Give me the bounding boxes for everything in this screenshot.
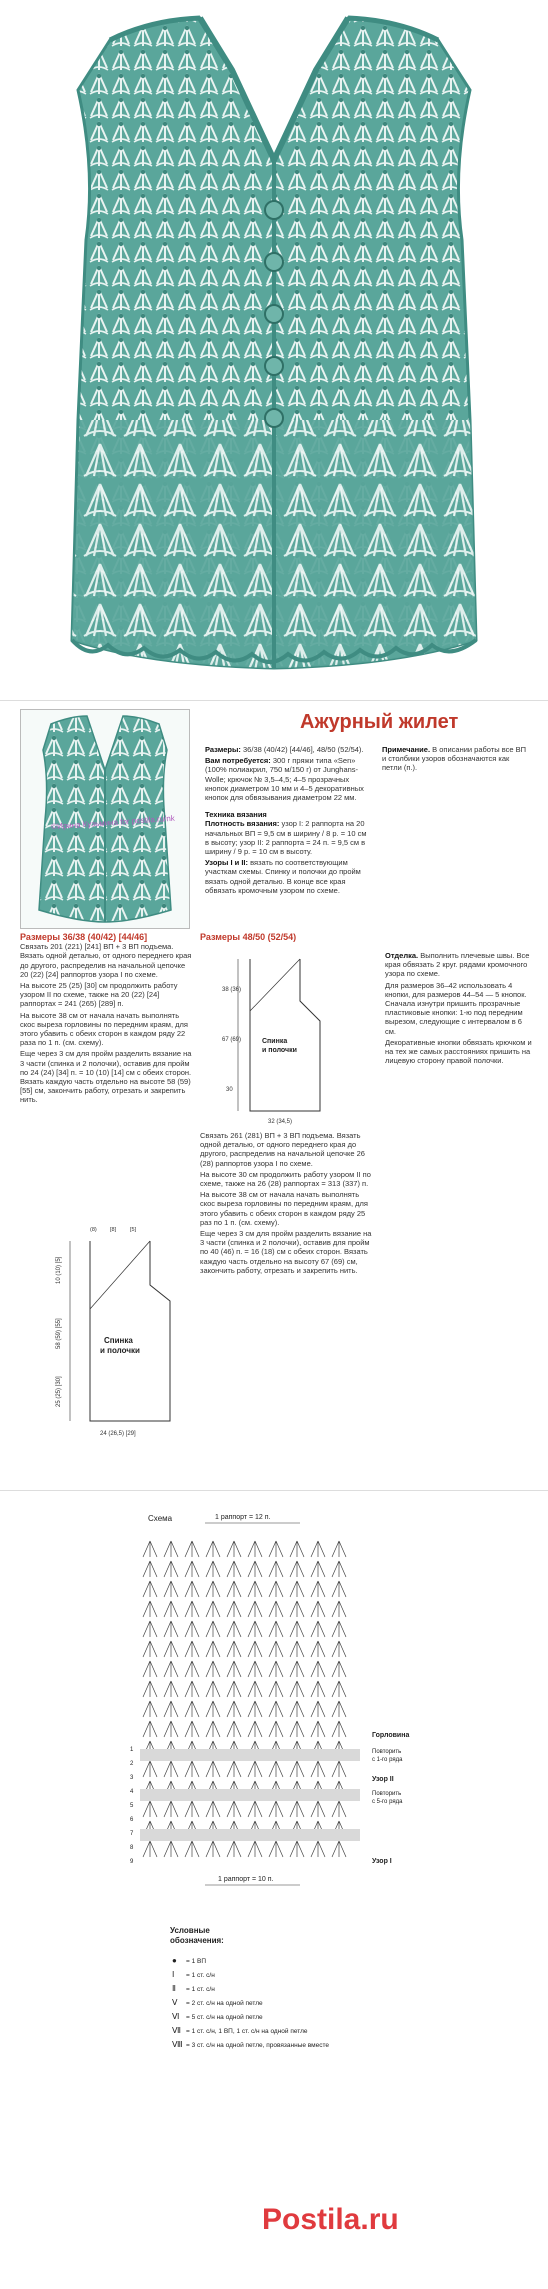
density-text: узор I: 2 раппорта на 20 начальных ВП = 9,5 см в ширину / 8 р. = 10 см в высоту; узор II: 2 раппорта = 24 п. = 9,5 см в ширину / 9 р. = 10 см в высоту. <box>205 819 367 857</box>
size-48-block <box>200 1131 375 1275</box>
chart-stitch <box>311 1721 325 1737</box>
chart-stitch <box>185 1661 199 1677</box>
chart-label-neck: Горловина <box>372 1732 410 1739</box>
schema-small-side-2: 67 (69) <box>222 1037 242 1043</box>
chart-stitch <box>164 1841 178 1857</box>
chart-stitch <box>248 1761 262 1777</box>
chart-stitch <box>311 1701 325 1717</box>
chart-stitch <box>311 1661 325 1677</box>
chart-stitch <box>185 1601 199 1617</box>
size-48-header <box>200 933 380 942</box>
chart-stitch <box>290 1581 304 1597</box>
chart-stitch <box>269 1681 283 1697</box>
chart-stitch <box>164 1621 178 1637</box>
size-48-p1: Связать 261 (281) ВП + 3 ВП подъема. Вязать одной деталью, от одного переднего края до другого, распределив на начальной цепочке 26 (28) раппортов узора I по схеме. <box>200 1131 365 1168</box>
schema-large-bottom: 24 (26,5) [29] <box>100 1431 136 1437</box>
chart-row-number: 6 <box>130 1817 134 1823</box>
chart-stitch <box>248 1701 262 1717</box>
svg-text:(8): (8) <box>90 1227 97 1233</box>
legend-symbol: Ⅶ <box>172 2026 181 2035</box>
density-label: Плотность вязания: <box>205 819 280 829</box>
chart-stitch <box>332 1541 346 1557</box>
chart-stitch <box>248 1541 262 1557</box>
legend-text: = 5 ст. с/н на одной петле <box>186 2014 263 2021</box>
chart-stitch <box>332 1801 346 1817</box>
finishing-p2: Для размеров 36–42 использовать 4 кнопки, для размеров 44–54 — 5 кнопок. Сначала изнутри пришить прозрачные пластиковые кнопки: 1-ю под передним вырезом, следующие с интервалом в 6 см. <box>385 980 527 1036</box>
chart-title: Схема <box>148 1514 173 1523</box>
chart-stitch <box>332 1621 346 1637</box>
chart-stitch <box>143 1541 157 1557</box>
chart-stitch <box>311 1641 325 1657</box>
chart-stitch <box>290 1701 304 1717</box>
schema-small-side-1: 38 (36) <box>222 987 242 993</box>
chart-stitch <box>332 1601 346 1617</box>
legend-list <box>172 1956 329 2049</box>
chart-stitch <box>332 1681 346 1697</box>
chart-stitch <box>185 1621 199 1637</box>
schema-large-side-3: 25 (25) [30] <box>56 1376 62 1407</box>
svg-text:с 5-го ряда: с 5-го ряда <box>372 1799 403 1805</box>
chart-stitch <box>269 1541 283 1557</box>
chart-label-repeat-5: Повторить <box>372 1791 402 1797</box>
chart-stitch <box>206 1841 220 1857</box>
chart-stitch <box>227 1681 241 1697</box>
finishing-label: Отделка. <box>385 951 419 960</box>
size-48-p3: На высоте 38 см от начала начать выполнять скос выреза горловины по передним краям, для этого убавить с обеих сторон в каждом ряду 25 раз по 1 п. (см. схему). <box>200 1190 368 1227</box>
chart-stitch <box>269 1701 283 1717</box>
chart-stitch <box>269 1581 283 1597</box>
chart-stitch <box>143 1581 157 1597</box>
chart-stitch <box>248 1721 262 1737</box>
chart-stitch <box>164 1701 178 1717</box>
size-36-p3: На высоте 38 см от начала начать выполнять скос выреза горловины по передним краям, для этого убавить с обеих сторон в каждом ряду 22 раза по 1 п. (см. схему). <box>20 1010 188 1048</box>
chart-label-repeat-1: Повторить <box>372 1749 402 1755</box>
chart-row-number: 9 <box>130 1859 134 1865</box>
instructions-page <box>0 700 548 1460</box>
schema-large-side-1: 10 (10) [5] <box>56 1256 62 1284</box>
chart-stitch <box>206 1561 220 1577</box>
chart-stitch <box>269 1661 283 1677</box>
chart-stitch <box>311 1801 325 1817</box>
chart-stitch <box>206 1541 220 1557</box>
chart-rapport-bottom: 1 раппорт = 10 п. <box>218 1876 274 1883</box>
chart-stitch <box>185 1841 199 1857</box>
chart-stitch <box>206 1681 220 1697</box>
schema-small-bottom: 32 (34,5) <box>268 1119 293 1125</box>
chart-stitch <box>206 1661 220 1677</box>
svg-text:и полочки: и полочки <box>100 1346 140 1355</box>
schema-small-label: Спинка <box>262 1038 288 1045</box>
chart-stitch <box>185 1581 199 1597</box>
sizes-label: Размеры: <box>205 745 241 754</box>
chart-stitch <box>332 1561 346 1577</box>
chart-stitch <box>227 1541 241 1557</box>
page-title: Ажурный жилет <box>300 711 459 733</box>
chart-rapport-top: 1 раппорт = 12 п. <box>215 1514 271 1521</box>
note-block <box>382 745 530 773</box>
chart-stitch <box>269 1641 283 1657</box>
chart-stitch <box>332 1721 346 1737</box>
svg-text:обозначения:: обозначения: <box>170 1936 224 1945</box>
chart-stitch <box>206 1721 220 1737</box>
chart-stitch <box>143 1601 157 1617</box>
chart-stitch <box>164 1681 178 1697</box>
chart-stitch <box>143 1761 157 1777</box>
chart-stitch <box>185 1681 199 1697</box>
chart-stitch <box>311 1841 325 1857</box>
need-text: 300 г пряжи типа «Sen» (100% полиакрил, 750 м/150 г) от Junghans-Wolle; крючок № 3,5–4,5; 4–5 прозрачных кнопок диаметром 10 мм и 4–5 декоративных кнопок для обвязывания диаметром 22 мм. <box>205 756 364 803</box>
chart-stitch <box>248 1841 262 1857</box>
chart-stitch <box>143 1661 157 1677</box>
chart-stitch <box>269 1721 283 1737</box>
chart-label-pattern1: Узор I <box>372 1858 392 1865</box>
finishing-p3: Декоративные кнопки обвязать крючком и на тех же самых расстояниях пришить на лицевую сторону правой полочки. <box>385 1037 532 1066</box>
chart-stitch <box>164 1641 178 1657</box>
chart-stitch <box>290 1621 304 1637</box>
chart-stitch <box>290 1841 304 1857</box>
chart-stitch <box>311 1561 325 1577</box>
patterns-text: вязать по соответствующим участкам схемы. Спинку и полочки до пройм вязать одной деталью. В конце все края обвязать кромочным узором по схеме. <box>205 858 361 895</box>
schema-large-side-2: 58 (59) [55] <box>56 1318 62 1349</box>
chart-stitch <box>227 1841 241 1857</box>
chart-stitch <box>290 1681 304 1697</box>
chart-stitch <box>185 1541 199 1557</box>
chart-stitch <box>248 1621 262 1637</box>
chart-row-number: 4 <box>130 1789 134 1795</box>
chart-row-number: 2 <box>130 1761 134 1767</box>
chart-stitch <box>248 1601 262 1617</box>
chart-stitch <box>269 1601 283 1617</box>
legend-symbol: Ⅷ <box>172 2040 183 2049</box>
chart-stitch <box>206 1801 220 1817</box>
chart-stitch <box>206 1581 220 1597</box>
chart-stitch <box>311 1761 325 1777</box>
chart-stitch <box>227 1561 241 1577</box>
chart-stitch <box>290 1661 304 1677</box>
schema-small-side-3: 30 <box>226 1087 233 1093</box>
chart-stitch <box>332 1641 346 1657</box>
chart-stitch <box>227 1581 241 1597</box>
chart-stitch <box>206 1761 220 1777</box>
chart-stitch <box>143 1721 157 1737</box>
size-48-heading: Размеры 48/50 (52/54) <box>200 932 297 942</box>
chart-stitch <box>164 1761 178 1777</box>
chart-stitch <box>227 1641 241 1657</box>
legend-text: = 2 ст. с/н на одной петле <box>186 2000 263 2007</box>
size-36-block <box>20 933 195 1105</box>
finishing-block <box>385 951 533 1065</box>
chart-stitch <box>248 1801 262 1817</box>
footer-logo[interactable]: Postila.ru <box>262 2203 399 2236</box>
legend-text: = 1 ВП <box>186 1958 207 1965</box>
size-36-p2: На высоте 25 (25) [30] см продолжить работу узором II по схеме, также на 20 (22) [24] раппортах = 241 (265) [289] п. <box>20 981 178 1009</box>
materials-block <box>205 745 370 895</box>
chart-stitch <box>143 1801 157 1817</box>
note-label: Примечание. <box>382 745 431 754</box>
thumbnail-watermark: ©Ирина Кузьмина for postila.ru/nk <box>50 813 176 832</box>
legend-symbol: Ⅵ <box>172 2012 180 2021</box>
svg-text:[8]: [8] <box>110 1227 117 1233</box>
legend-text: = 1 ст. с/н <box>186 1972 215 1979</box>
chart-stitch <box>290 1601 304 1617</box>
vest-thumbnail <box>20 709 190 929</box>
chart-stitch <box>332 1701 346 1717</box>
chart-stitch <box>206 1621 220 1637</box>
chart-stitch <box>143 1621 157 1637</box>
legend-symbol: Ⅰ <box>172 1970 175 1979</box>
svg-text:с 1-го ряда: с 1-го ряда <box>372 1757 403 1763</box>
legend-text: = 1 ст. с/н, 1 ВП, 1 ст. с/н на одной петле <box>186 2028 308 2035</box>
chart-stitch <box>206 1701 220 1717</box>
chart-stitch <box>185 1701 199 1717</box>
chart-stitch <box>227 1661 241 1677</box>
schema-small <box>210 951 380 1131</box>
legend-symbol: ● <box>172 1956 177 1965</box>
legend-text: = 1 ст. с/н <box>186 1986 215 1993</box>
chart-stitch <box>143 1841 157 1857</box>
chart-stitch <box>248 1661 262 1677</box>
chart-stitch <box>248 1681 262 1697</box>
need-label: Вам потребуется: <box>205 756 271 766</box>
chart-stitch <box>206 1641 220 1657</box>
chart-stitch <box>269 1801 283 1817</box>
chart-stitch <box>227 1721 241 1737</box>
chart-stitch <box>227 1621 241 1637</box>
svg-text:и полочки: и полочки <box>262 1047 297 1054</box>
chart-stitch <box>311 1621 325 1637</box>
chart-stitch <box>185 1641 199 1657</box>
chart-stitch <box>164 1561 178 1577</box>
chart-stitch <box>332 1761 346 1777</box>
legend-text: = 3 ст. с/н на одной петле, провязанные вместе <box>186 2042 330 2049</box>
vest-illustration <box>0 0 548 690</box>
size-36-p1: Связать 201 (221) [241] ВП + 3 ВП подъема. Вязать одной деталью, от одного переднего края до другого, распределив на начальной цепочке 20 (22) [24] раппортов узора I по схеме. <box>20 942 192 979</box>
chart-stitch <box>227 1801 241 1817</box>
schema-large-drawing <box>30 1221 190 1451</box>
schema-large-label: Спинка <box>104 1336 133 1345</box>
size-36-heading: Размеры 36/38 (40/42) [44/46] <box>20 932 148 942</box>
chart-stitch <box>185 1721 199 1737</box>
chart-stitch <box>332 1581 346 1597</box>
size-36-p4: Еще через 3 см для пройм разделить вязание на 3 части (спинка и 2 полочки), оставив для пройм по 24 (24) [34] п. = 10 (10) [14] см с обеих сторон. Вязать каждую часть отдельно на высоте 58 (59) [55] см, закончить работу, отрезать и закрепить нить. <box>20 1049 192 1105</box>
chart-stitch <box>311 1541 325 1557</box>
crochet-chart <box>0 1491 548 2251</box>
patterns-label: Узоры I и II: <box>205 858 249 868</box>
chart-stitch <box>227 1761 241 1777</box>
technique-heading: Техника вязания <box>205 810 267 820</box>
chart-stitch <box>269 1761 283 1777</box>
chart-stitch <box>311 1681 325 1697</box>
chart-row-number: 3 <box>130 1775 134 1781</box>
svg-text:[5]: [5] <box>130 1227 137 1233</box>
chart-stitch <box>185 1561 199 1577</box>
legend-symbol: Ⅱ <box>172 1984 176 1993</box>
chart-stitch <box>290 1641 304 1657</box>
chart-stitch <box>311 1601 325 1617</box>
chart-stitch <box>269 1561 283 1577</box>
chart-stitch <box>248 1561 262 1577</box>
chart-stitch <box>269 1621 283 1637</box>
chart-stitch <box>164 1581 178 1597</box>
chart-row-number: 1 <box>130 1747 134 1753</box>
chart-stitch <box>164 1541 178 1557</box>
chart-stitch <box>206 1601 220 1617</box>
chart-row-number: 7 <box>130 1831 134 1837</box>
chart-stitch <box>143 1681 157 1697</box>
chart-stitch <box>185 1761 199 1777</box>
sizes-value: 36/38 (40/42) [44/46], 48/50 (52/54). <box>243 745 364 754</box>
vest-photo <box>0 0 548 690</box>
chart-stitch <box>143 1561 157 1577</box>
chart-stitch <box>290 1721 304 1737</box>
legend-heading: Условные <box>170 1926 210 1935</box>
size-48-p2: На высоте 30 см продолжить работу узором II по схеме, также на 26 (28) раппортах = 313 (337) п. <box>200 1169 371 1189</box>
chart-stitch <box>269 1841 283 1857</box>
chart-stitch <box>332 1841 346 1857</box>
chart-page <box>0 1490 548 2250</box>
chart-stitch <box>311 1581 325 1597</box>
size-48-p4: Еще через 3 см для пройм разделить вязание на 3 части (спинка и 2 полочки), оставив для пройм по 40 (46) п. = 16 (18) см с обеих сторон. Вязать каждую часть отдельно на высоту 67 (69) см, закончить работу, отрезать и закрепить нить. <box>200 1229 372 1275</box>
chart-stitch <box>143 1641 157 1657</box>
note-text: В описании работы все ВП и столбики узоров обозначаются как петли (п.). <box>382 745 527 773</box>
chart-stitch <box>248 1581 262 1597</box>
chart-stitch <box>164 1721 178 1737</box>
chart-stitch <box>248 1641 262 1657</box>
chart-stitch <box>290 1801 304 1817</box>
legend-symbol: Ⅴ <box>172 1998 178 2007</box>
chart-stitch <box>164 1801 178 1817</box>
chart-stitch <box>227 1601 241 1617</box>
chart-stitch <box>290 1761 304 1777</box>
chart-stitch <box>164 1661 178 1677</box>
chart-stitch <box>143 1701 157 1717</box>
chart-label-pattern2: Узор II <box>372 1776 394 1783</box>
chart-stitch <box>164 1601 178 1617</box>
chart-stitch <box>185 1801 199 1817</box>
finishing-p1: Выполнить плечевые швы. Все края обвязать 2 круг. рядами кромочного узора по схеме. <box>385 951 530 979</box>
chart-stitch <box>290 1561 304 1577</box>
chart-stitch <box>227 1701 241 1717</box>
chart-row-number: 5 <box>130 1803 134 1809</box>
chart-row-number: 8 <box>130 1845 134 1851</box>
schema-small-drawing <box>210 951 380 1126</box>
chart-stitch <box>290 1541 304 1557</box>
schema-large <box>30 1221 190 1456</box>
chart-stitch <box>332 1661 346 1677</box>
